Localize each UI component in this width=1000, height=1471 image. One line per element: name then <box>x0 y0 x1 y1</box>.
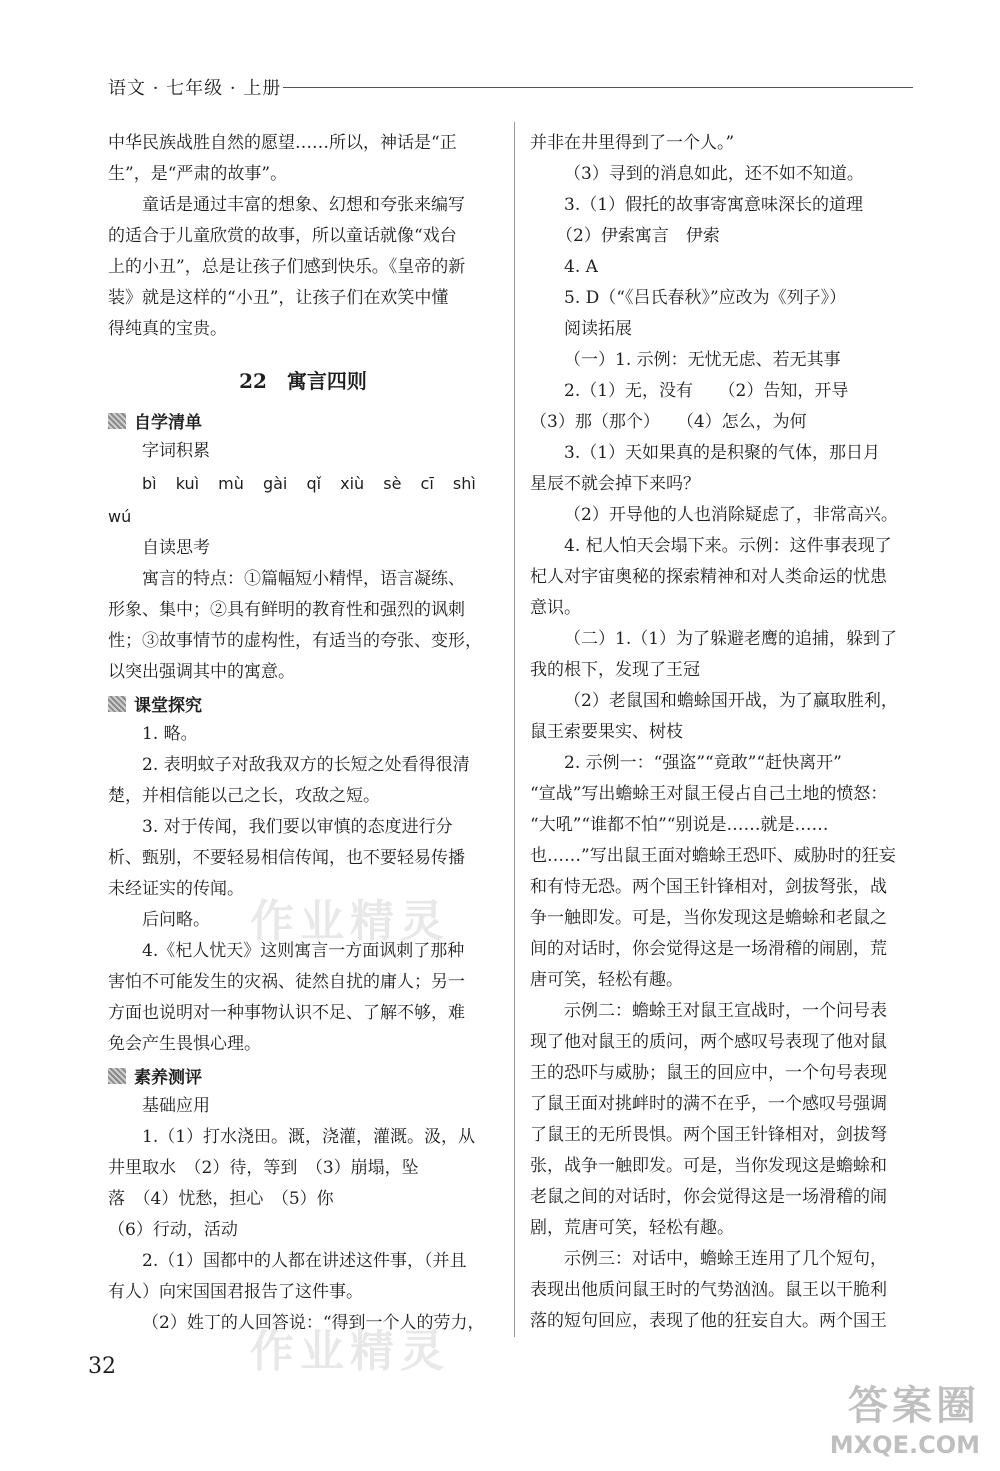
text-line: 害怕不可能发生的灾祸、徒然自扰的庸人；另一 <box>108 972 465 992</box>
text-line: （2）姓丁的人回答说：“得到一个人的劳力， <box>142 1313 485 1333</box>
text-line: 落 （4）忧愁，担心 （5）你 <box>108 1189 334 1209</box>
text-line: 方面也说明对一种事物认识不足、了解不够，难 <box>108 1003 465 1023</box>
text-line: 3.（1）假托的故事寄寓意味深长的道理 <box>564 195 864 215</box>
text-line: 2. 表明蚊子对敌我双方的长短之处看得很清 <box>142 755 470 775</box>
text-line: 杞人对宇宙奥秘的探索精神和对人类命运的忧患 <box>530 567 887 587</box>
text-line: 装》就是这样的“小丑”，让孩子们在欢笑中懂 <box>108 288 449 308</box>
right-column <box>530 128 915 1337</box>
text-line: （6）行动，活动 <box>108 1220 238 1240</box>
header-rule <box>283 87 913 88</box>
text-line: 剧，荒唐可笑，轻松有趣。 <box>530 1218 734 1238</box>
text-line: 张，战争一触即发。可是，当你发现这是蟾蜍和 <box>530 1156 887 1176</box>
text-line: （3）那（那个） （4）怎么，为何 <box>530 412 807 432</box>
text-line: 有人）向宋国国君报告了这件事。 <box>108 1282 363 1302</box>
text-line: 2.（1）无，没有 （2）告知，开导 <box>564 381 849 401</box>
header-title: 语文 · 七年级 · 上册 <box>108 78 282 99</box>
text-line: 得纯真的宝贵。 <box>108 319 227 339</box>
text-line: “宣战”写出蟾蜍王对鼠王侵占自己土地的愤怒： <box>530 784 888 804</box>
text-line: （一）1. 示例：无忧无虑、若无其事 <box>564 350 841 370</box>
text-line: 阅读拓展 <box>564 319 632 339</box>
text-line: 寓言的特点：①篇幅短小精悍，语言凝练、 <box>142 569 465 589</box>
text-line: 表现出他质问鼠王时的气势汹汹。鼠王以干脆利 <box>530 1280 887 1300</box>
text-line: 示例二：蟾蜍王对鼠王宣战时，一个问号表 <box>564 1001 887 1021</box>
text-line: 以突出强调其中的寓意。 <box>108 662 295 682</box>
corner-watermark-url: MXQE.COM <box>829 1431 980 1459</box>
text-line: 免会产生畏惧心理。 <box>108 1034 261 1054</box>
text-line: 生”，是“严肃的故事”。 <box>108 164 288 184</box>
section-heading-self-study <box>108 405 498 436</box>
text-line: “大吼”“谁都不怕”“别说是……就是…… <box>530 815 829 835</box>
text-line: 意识。 <box>530 598 581 618</box>
section-title: 自学清单 <box>134 413 202 433</box>
text-line: 落的短句回应，表现了他的狂妄自大。两个国王 <box>530 1311 887 1331</box>
left-column <box>108 128 498 1339</box>
section-title: 素养测评 <box>134 1068 202 1088</box>
text-line: 析、甄别，不要轻易相信传闻，也不要轻易传播 <box>108 848 465 868</box>
text-line: 4. 杞人怕天会塌下来。示例：这件事表现了 <box>564 536 892 556</box>
corner-watermark <box>830 1374 980 1459</box>
text-line: 楚，并相信能以己之长，攻敌之短。 <box>108 786 380 806</box>
text-line: 未经证实的传闻。 <box>108 879 244 899</box>
text-line: 现了他对鼠王的质问，两个感叹号表现了他对鼠 <box>530 1032 887 1052</box>
text-line: 我的根下，发现了王冠 <box>530 660 700 680</box>
column-divider <box>514 122 515 1337</box>
running-header <box>108 74 913 104</box>
text-line: 鼠王索要果实、树枝 <box>530 722 683 742</box>
pinyin-line: wú <box>108 507 132 526</box>
text-line: （3）寻到的消息如此，还不如不知道。 <box>564 164 864 184</box>
text-line: （二）1.（1）为了躲避老鹰的追捕，躲到了 <box>564 629 898 649</box>
text-line: 性；③故事情节的虚构性，有适当的夸张、变形， <box>108 631 482 651</box>
text-line: 字词积累 <box>142 441 210 461</box>
text-line: 上的小丑”，总是让孩子们感到快乐。《皇帝的新 <box>108 257 466 277</box>
corner-watermark-logo: 答案圈 <box>848 1383 980 1429</box>
section-heading-classroom <box>108 688 498 719</box>
text-line: 中华民族战胜自然的愿望……所以，神话是“正 <box>108 133 457 153</box>
text-line: 形象、集中；②具有鲜明的教育性和强烈的讽刺 <box>108 600 465 620</box>
text-line: 童话是通过丰富的想象、幻想和夸张来编写 <box>142 195 465 215</box>
text-line: 4. A <box>564 257 598 277</box>
text-line: 后问略。 <box>142 910 210 930</box>
text-line: 3. 对于传闻，我们要以审慎的态度进行分 <box>142 817 453 837</box>
lesson-title: 22 寓言四则 <box>239 369 367 393</box>
section-heading-assessment <box>108 1060 498 1091</box>
text-line: 5. D（“《吕氏春秋》”应改为《列子》） <box>564 288 847 308</box>
text-line: （2）伊索寓言 伊索 <box>556 226 720 246</box>
text-line: 自读思考 <box>142 538 210 558</box>
text-line: 2.（1）国都中的人都在讲述这件事，（并且 <box>142 1251 467 1271</box>
text-line: 1.（1）打水浇田。溉，浇灌，灌溉。汲，从 <box>142 1127 476 1147</box>
text-line: 3.（1）天如果真的是积聚的气体，那日月 <box>564 443 881 463</box>
text-line: 间的对话时，你会觉得这是一场滑稽的闹剧，荒 <box>530 939 887 959</box>
text-line: 和有恃无恐。两个国王针锋相对，剑拔弩张，战 <box>530 877 887 897</box>
section-marker-icon <box>108 413 126 429</box>
text-line: 2. 示例一：“强盗”“竟敢”“赶快离开” <box>564 753 842 773</box>
text-line: 星辰不就会掉下来吗？ <box>530 474 700 494</box>
text-line: 了鼠王的无所畏惧。两个国王针锋相对，剑拔弩 <box>530 1125 887 1145</box>
section-marker-icon <box>108 696 126 712</box>
text-line: 唐可笑，轻松有趣。 <box>530 970 683 990</box>
text-line: 老鼠之间的对话时，你会觉得这是一场滑稽的闹 <box>530 1187 887 1207</box>
watermark: 作业精灵 <box>250 1326 450 1377</box>
text-line: 也……”写出鼠王面对蟾蜍王恐吓、威胁时的狂妄 <box>530 846 896 866</box>
text-line: 王的恐吓与威胁；鼠王的回应中，一个句号表现 <box>530 1063 887 1083</box>
text-line: （2）老鼠国和蟾蜍国开战，为了赢取胜利， <box>564 691 898 711</box>
text-line: 了鼠王面对挑衅时的满不在乎，一个感叹号强调 <box>530 1094 887 1114</box>
text-line: （2）开导他的人也消除疑虑了，非常高兴。 <box>564 505 898 525</box>
text-line: 4.《杞人忧天》这则寓言一方面讽刺了那种 <box>142 941 465 961</box>
text-line: 1. 略。 <box>142 724 198 744</box>
section-marker-icon <box>108 1068 126 1084</box>
watermark: 作业精灵 <box>250 896 450 947</box>
section-title: 课堂探究 <box>134 696 202 716</box>
pinyin-line: bì kuì mù gài qǐ xiù sè cī shì <box>142 474 476 493</box>
text-line: 并非在井里得到了一个人。” <box>530 133 735 153</box>
text-line: 井里取水 （2）待，等到 （3）崩塌，坠 <box>108 1158 419 1178</box>
text-line: 基础应用 <box>142 1096 210 1116</box>
text-line: 示例三：对话中，蟾蜍王连用了几个短句， <box>564 1249 887 1269</box>
page-number: 32 <box>88 1354 116 1379</box>
text-line: 的适合于儿童欣赏的故事，所以童话就像“戏台 <box>108 226 457 246</box>
text-line: 争一触即发。可是，当你发现这是蟾蜍和老鼠之 <box>530 908 887 928</box>
